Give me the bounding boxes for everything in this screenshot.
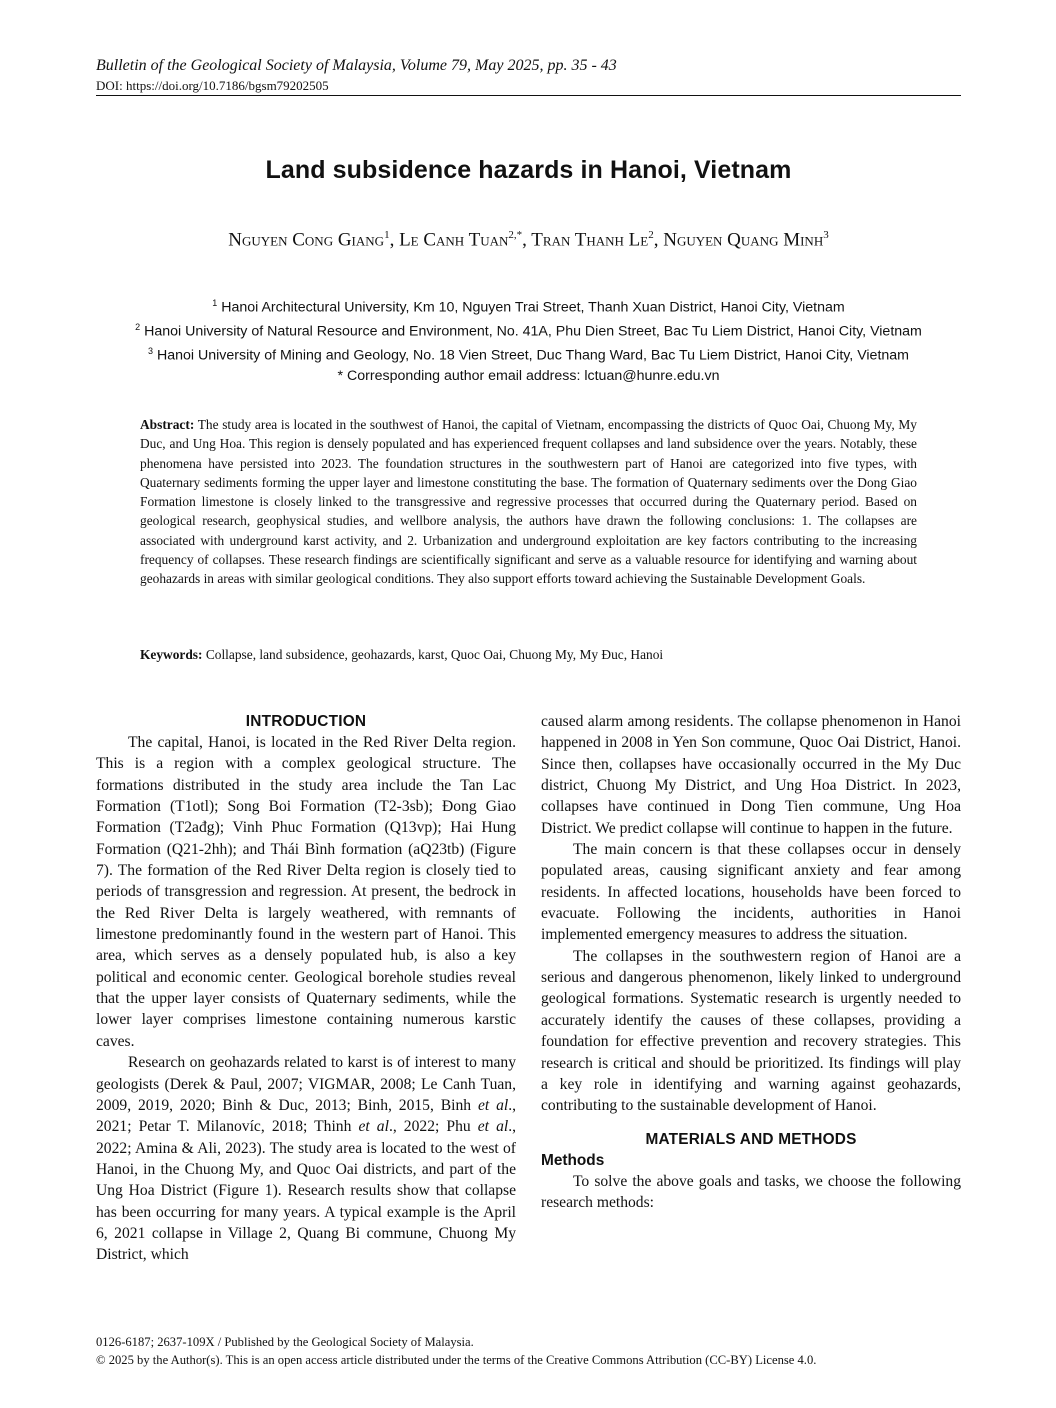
text-run: ., 2022; Amina & Ali, 2023). The study area is located to the west of Hanoi, in the Chuong My, and Quoc Oai districts, and part of the Ung Hoa District (Figure 1). Research results show that collapse has been occurring for many years. A typical example is the April 6, 2021 collapse in Village 2, Quang Bi commune, Chuong My District, which <box>96 1118 517 1264</box>
paragraph: The collapses in the southwestern region of Hanoi are a serious and dangerous phenomenon, likely linked to underground geological formations. Systematic research is urgently needed to accurately identify the causes of these collapses, providing a foundation for effective prevention and recovery strategies. This research is critical and should be prioritized. Its findings will play a key role in identifying and warning against geohazards, contributing to the sustainable development of Hanoi. <box>541 947 961 1115</box>
right-column <box>541 711 961 1213</box>
affiliation-mark: 1 <box>212 298 218 308</box>
abstract <box>140 415 917 589</box>
left-column <box>96 711 516 1266</box>
subsection-heading-methods: Methods <box>541 1151 605 1169</box>
author-list <box>96 229 961 251</box>
affiliation-text: Hanoi University of Mining and Geology, No. 18 Vien Street, Duc Thang Ward, Bac Tu Liem District, Hanoi City, Vietnam <box>153 348 909 365</box>
paragraph: To solve the above goals and tasks, we choose the following research methods: <box>541 1172 961 1211</box>
author-name: Nguyen Quang Minh <box>663 229 824 251</box>
affiliation-mark: 2 <box>135 322 141 333</box>
author-affiliation-mark: 3 <box>823 229 829 241</box>
author-separator: , <box>653 229 664 251</box>
paragraph <box>96 1052 516 1265</box>
header-rule <box>96 95 961 96</box>
affiliation-mark: 3 <box>148 346 154 357</box>
abstract-label: Abstract: <box>140 417 195 432</box>
affiliation-line <box>96 318 961 342</box>
text-run: Research on geohazards related to karst is of interest to many geologists (Derek & Paul, 2007; VIGMAR, 2008; Le Canh Tuan, 2009, 2019, 2020; Binh & Duc, 2013; Binh, 2015, Binh <box>96 1054 516 1114</box>
corresponding-author: * Corresponding author email address: lctuan@hunre.edu.vn <box>337 367 720 384</box>
paragraph: The main concern is that these collapses occur in densely populated areas, causing significant anxiety and fear among residents. In affected locations, households have been forced to evacuate. Following the incidents, authorities in Hanoi implemented emergency measures to address the situation. <box>541 841 961 944</box>
paragraph-continued: caused alarm among residents. The collapse phenomenon in Hanoi happened in 2008 in Yen Son commune, Quoc Oai District, Hanoi. Since then, collapses have occasionally occurred in the My Duc district, Chuong My District, and Ung Hoa District. In 2023, collapses have continued in Dong Tien commune, Ung Hoa District. We predict collapse will continue to happen in the future. <box>541 713 961 837</box>
page-footer <box>96 1333 996 1369</box>
author-separator: , <box>389 229 400 251</box>
author-affiliation-mark: 1 <box>384 229 390 241</box>
affiliation-text: Hanoi Architectural University, Km 10, Nguyen Trai Street, Thanh Xuan District, Hanoi City, Vietnam <box>217 299 845 316</box>
journal-citation: Bulletin of the Geological Society of Malaysia, Volume 79, May 2025, pp. 35 - 43 <box>96 57 617 74</box>
doi-line: DOI: https://doi.org/10.7186/bgsm79202505 <box>96 78 329 93</box>
text-run-italic: et al <box>358 1118 389 1136</box>
affiliations <box>96 294 961 386</box>
journal-header <box>96 56 961 94</box>
affiliation-text: Hanoi University of Natural Resource and Environment, No. 41A, Phu Dien Street, Bac Tu Liem District, Hanoi City, Vietnam <box>140 323 922 340</box>
text-run-italic: et al <box>477 1118 509 1136</box>
author-name: Le Canh Tuan <box>399 229 509 251</box>
author-affiliation-mark: 2 <box>648 229 654 241</box>
paper-title: Land subsidence hazards in Hanoi, Vietnam <box>265 156 792 184</box>
license-line: © 2025 by the Author(s). This is an open access article distributed under the terms of the Creative Commons Attribution (CC-BY) License 4.0. <box>96 1353 817 1367</box>
section-heading-introduction: INTRODUCTION <box>245 713 367 730</box>
section-heading-methods: MATERIALS AND METHODS <box>645 1130 857 1148</box>
keywords-text: Collapse, land subsidence, geohazards, karst, Quoc Oai, Chuong My, My Đuc, Hanoi <box>202 647 664 662</box>
issn-line: 0126-6187; 2637-109X / Published by the Geological Society of Malaysia. <box>96 1335 474 1349</box>
author-affiliation-mark: 2,* <box>508 229 523 241</box>
text-run: ., 2022; Phu <box>388 1118 478 1136</box>
author-separator: , <box>522 229 532 251</box>
affiliation-line <box>96 342 961 366</box>
author-name: Nguyen Cong Giang <box>228 229 385 251</box>
keywords-label: Keywords: <box>140 647 203 662</box>
paragraph: The capital, Hanoi, is located in the Red River Delta region. This is a region with a complex geological structure. The formations distributed in the study area include the Tan Lac Formation (T1otl); Song Boi Formation (T2-3sb); Đong Giao Formation (T2ađg); Vinh Phuc Formation (Q13vp); Hai Hung Formation (Q21-2hh); and Thái Bình formation (aQ23tb) (Figure 7). The formation of the Red River Delta region is closely tied to periods of transgression and regression. At present, the bedrock in the Red River Delta is largely weathered, with remnants of limestone predominantly found in the western part of Hanoi. This area, which serves as a densely populated hub, is also a key political and economic center. Geological borehole studies reveal that the upper layer consists of Quaternary sediments, while the lower layer comprises limestone containing numerous karstic caves. <box>96 734 516 1050</box>
abstract-text: The study area is located in the southwest of Hanoi, the capital of Vietnam, encompassing the districts of Quoc Oai, Chuong My, My Duc, and Ung Hoa. This region is densely populated and has experienced frequent collapses and land subsidence over the years. Notably, these phenomena have persisted into 2023. The foundation structures in the southwestern part of Hanoi are categorized into five types, with Quaternary sediments forming the upper layer and limestone constituting the base. The formation of Quaternary sediments over the Dong Giao Formation limestone is closely linked to the transgressive and regressive processes that occurred during the Quaternary period. Based on geological research, geophysical studies, and wellbore analysis, the authors have drawn the following conclusions: 1. The collapses are associated with underground karst activity, and 2. Urbanization and underground exploitation are key factors contributing to the increasing frequency of collapses. These research findings are scientifically significant and serve as a valuable resource for identifying and warning about geohazards in areas with similar geological conditions. They also support efforts toward achieving the Sustainable Development Goals. <box>140 417 917 587</box>
keywords <box>140 645 917 664</box>
author-name: Tran Thanh Le <box>531 229 649 251</box>
text-run: ., 2021; Petar T. Milanovíc, 2018; Thinh <box>96 1096 516 1136</box>
text-run-italic: et al <box>477 1096 509 1114</box>
affiliation-line <box>96 294 961 318</box>
